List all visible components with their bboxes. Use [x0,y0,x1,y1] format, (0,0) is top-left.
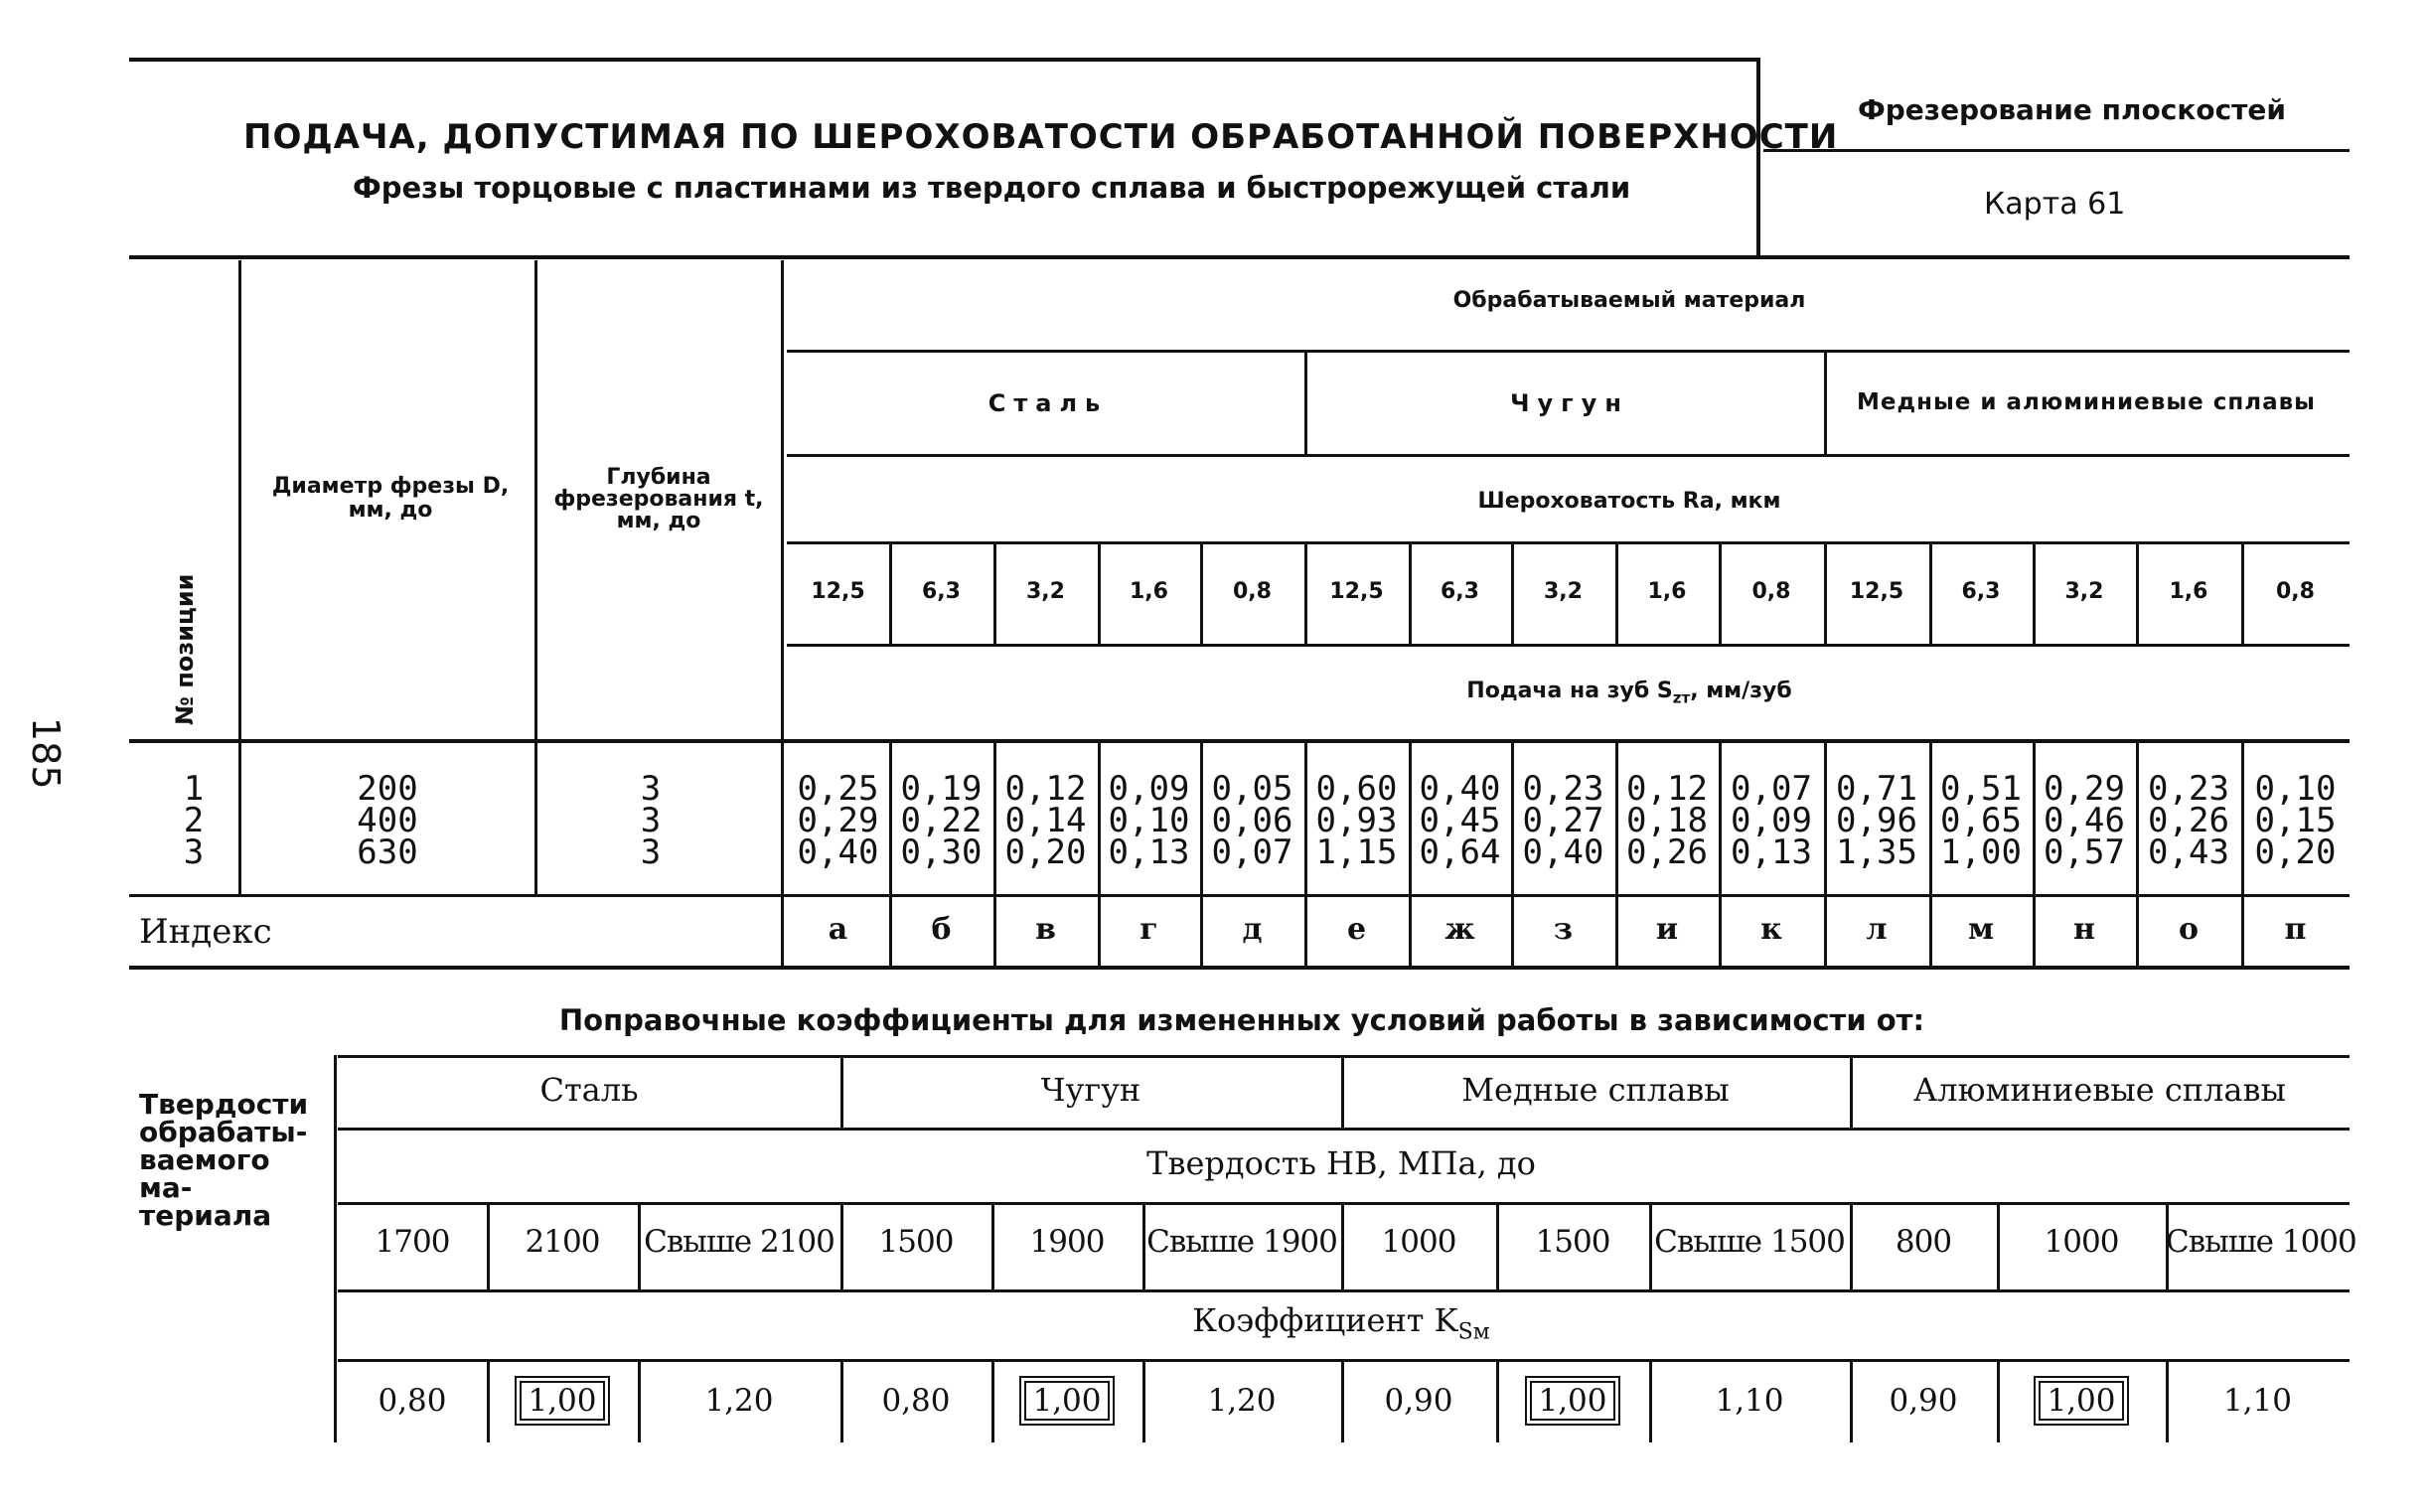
section-title: Фрезерование плоскостей [1858,93,2287,126]
index-letter: з [1553,912,1574,947]
coefficient-value-cell [638,1383,840,1419]
feed-value: 0,45 [1419,801,1501,840]
coefficient-value: 0,90 [1384,1383,1453,1419]
position-column-header: № позиции [171,573,199,725]
coefficient-value-cell [1341,1383,1496,1419]
feed-value: 0,40 [1419,769,1501,809]
feed-value: 0,93 [1315,801,1398,840]
index-letter: г [1139,912,1158,947]
feed-column [787,769,889,872]
hardness-value: 1700 [375,1224,450,1260]
feed-value: 0,10 [1108,801,1190,840]
roughness-value: 0,8 [2276,579,2315,604]
roughness-value: 12,5 [1329,579,1384,604]
feed-value: 0,29 [2044,769,2125,809]
diameter-value: 400 [357,801,418,840]
feed-value: 0,06 [1211,801,1293,840]
roughness-value: 0,8 [1751,579,1791,604]
feed-value: 0,13 [1108,832,1190,872]
position-value: 2 [183,801,205,840]
coefficient-value-cell [487,1383,638,1419]
feed-value: 0,29 [797,801,879,840]
index-letter: и [1655,912,1679,947]
hardness-header: Твердость НВ, МПа, до [1146,1144,1536,1182]
index-letter: н [2073,912,2095,947]
feed-value: 0,10 [2254,769,2337,809]
feed-value: 1,00 [1940,832,2022,872]
feed-column [1409,769,1511,872]
feed-value: 0,12 [1004,769,1087,809]
feed-column [1824,769,1929,872]
feed-value: 0,64 [1419,832,1501,872]
hardness-value: 1900 [1029,1224,1105,1260]
feed-value: 0,65 [1940,801,2022,840]
depth-value: 3 [640,769,662,809]
diameter-value: 630 [357,832,418,872]
index-letter: в [1035,912,1056,947]
feed-value: 0,09 [1108,769,1190,809]
coefficient-header: Коэффициент $K_{Sм}$ [1192,1301,1490,1345]
feed-value: 0,22 [900,801,983,840]
hardness-value: Свыше 1500 [1654,1224,1845,1260]
feed-value: 0,15 [2254,801,2337,840]
feed-value: 0,25 [797,769,879,809]
feed-value: 0,07 [1731,769,1812,809]
coefficient-value-cell [2166,1383,2350,1419]
coefficient-value: 1,10 [1715,1383,1784,1419]
index-letter: м [1967,912,1995,947]
roughness-value: 3,2 [2064,579,2104,604]
roughness-value: 1,6 [2169,579,2208,604]
page-title: ПОДАЧА, ДОПУСТИМАЯ ПО ШЕРОХОВАТОСТИ ОБРАБОТАННОЙ ПОВЕРХНОСТИ [243,117,1839,157]
coefficient-value: 1,10 [2222,1383,2293,1419]
coefficient-value-cell [338,1383,487,1419]
index-letter: ж [1444,912,1475,947]
feed-value: 0,30 [900,832,983,872]
feed-value: 0,19 [900,769,983,809]
roughness-value: 6,3 [922,579,961,604]
correction-caption: Поправочные коэффициенты для измененных условий работы в зависимости от: [558,1003,1925,1037]
diameter-value: 200 [357,769,418,809]
feed-column [2136,769,2241,872]
feed-column [1098,769,1200,872]
index-letter: а [828,912,848,947]
feed-value: 0,96 [1836,801,1917,840]
index-letter: п [2284,912,2307,947]
index-letter: е [1346,912,1367,947]
feed-value: 0,14 [1004,801,1087,840]
feed-value: 0,12 [1626,769,1708,809]
feed-column [1929,769,2033,872]
feed-value: 0,40 [797,832,879,872]
coefficient-value: 1,20 [1207,1383,1277,1419]
coefficient-value-cell [1142,1383,1341,1419]
feed-value: 0,40 [1522,832,1604,872]
page-number: 185 [24,717,68,790]
feed-column [1304,769,1409,872]
page-subtitle: Фрезы торцовые с пластинами из твердого сплава и быстрорежущей стали [353,171,1631,205]
feed-column [2033,769,2136,872]
feed-column [1719,769,1824,872]
feed-value: 0,43 [2148,832,2229,872]
index-letter: к [1760,912,1782,947]
feed-value: 0,07 [1211,832,1293,872]
material-header: Обрабатываемый материал [1452,288,1806,313]
roughness-header: Шероховатость Ra, мкм [1477,489,1781,514]
coefficient-value-cell [1850,1383,1997,1419]
correction-group-label: Медные сплавы [1461,1071,1730,1109]
feed-header: Подача на зуб $S_{zт}$, мм/зуб [1466,679,1792,707]
depths-column [616,769,685,872]
position-value: 3 [183,832,205,872]
hardness-value: 2100 [525,1224,600,1260]
feed-value: 0,60 [1315,769,1398,809]
coefficient-value-cell [1649,1383,1850,1419]
feed-value: 0,71 [1836,769,1917,809]
hardness-value: 1500 [878,1224,954,1260]
feed-value: 0,13 [1731,832,1812,872]
index-letter: б [931,912,952,947]
coefficient-value: 0,90 [1889,1383,1958,1419]
correction-group-label: Чугун [1040,1071,1141,1109]
roughness-value: 1,6 [1647,579,1687,604]
coefficient-value-cell [1496,1383,1649,1419]
index-letter: о [2178,912,2199,947]
feed-value: 0,05 [1211,769,1293,809]
index-label: Индекс [139,912,272,952]
coefficient-value-cell [991,1383,1142,1419]
roughness-value: 3,2 [1544,579,1583,604]
index-letter: л [1866,912,1888,947]
feed-column [1200,769,1304,872]
roughness-value: 12,5 [811,579,865,604]
feed-column [889,769,993,872]
diameters-column [318,769,457,872]
feed-value: 0,51 [1940,769,2022,809]
correction-group-label: Сталь [539,1071,639,1109]
feed-value: 1,35 [1836,832,1917,872]
hardness-value: Свыше 2100 [644,1224,835,1260]
feed-value: 0,20 [1004,832,1087,872]
depth-column-header: Глубина фрезерования t, мм, до [553,465,764,533]
coefficient-value: 1,00 [520,1381,604,1421]
group-steel: Сталь [987,389,1109,417]
feed-value: 0,09 [1731,801,1812,840]
card-number: Карта 61 [1984,187,2126,222]
feed-value: 0,23 [2148,769,2229,809]
roughness-value: 6,3 [1441,579,1479,604]
coefficient-value: 1,00 [2039,1381,2123,1421]
hardness-value: 1000 [1381,1224,1456,1260]
row-label: Твердости обрабаты-ваемого ма-териала [139,1088,309,1232]
coefficient-value: 1,00 [1530,1381,1614,1421]
group-copper-aluminum: Медные и алюминиевые сплавы [1857,389,2316,415]
roughness-value: 3,2 [1026,579,1065,604]
positions-column [164,769,224,872]
feed-value: 0,23 [1522,769,1604,809]
feed-value: 0,26 [2148,801,2229,840]
feed-value: 0,27 [1522,801,1604,840]
coefficient-value-cell [840,1383,991,1419]
feed-value: 0,18 [1626,801,1708,840]
feed-value: 0,46 [2044,801,2125,840]
feed-column [2241,769,2350,872]
coefficient-value-cell [1997,1383,2166,1419]
feed-value: 0,57 [2044,832,2125,872]
coefficient-value: 1,00 [1024,1381,1109,1421]
feed-column [993,769,1098,872]
index-letter: д [1242,912,1263,947]
hardness-value: Свыше 1900 [1146,1224,1337,1260]
position-value: 1 [183,769,205,809]
roughness-value: 0,8 [1233,579,1272,604]
feed-column [1615,769,1719,872]
feed-column [1511,769,1615,872]
hardness-value: Свыше 1000 [2166,1224,2356,1260]
roughness-value: 12,5 [1849,579,1904,604]
depth-value: 3 [640,832,662,872]
feed-value: 0,20 [2254,832,2337,872]
hardness-value: 1500 [1535,1224,1610,1260]
coefficient-value: 0,80 [881,1383,951,1419]
feed-value: 0,26 [1626,832,1708,872]
roughness-value: 6,3 [1961,579,2001,604]
feed-value: 1,15 [1315,832,1398,872]
hardness-value: 800 [1895,1224,1952,1260]
group-cast-iron: Чугун [1510,389,1629,417]
roughness-value: 1,6 [1130,579,1168,604]
diameter-column-header: Диаметр фрезы D, мм, до [271,474,510,523]
coefficient-value: 0,80 [378,1383,447,1419]
hardness-value: 1000 [2044,1224,2119,1260]
correction-group-label: Алюминиевые сплавы [1913,1071,2286,1109]
depth-value: 3 [640,801,662,840]
coefficient-value: 1,20 [704,1383,774,1419]
